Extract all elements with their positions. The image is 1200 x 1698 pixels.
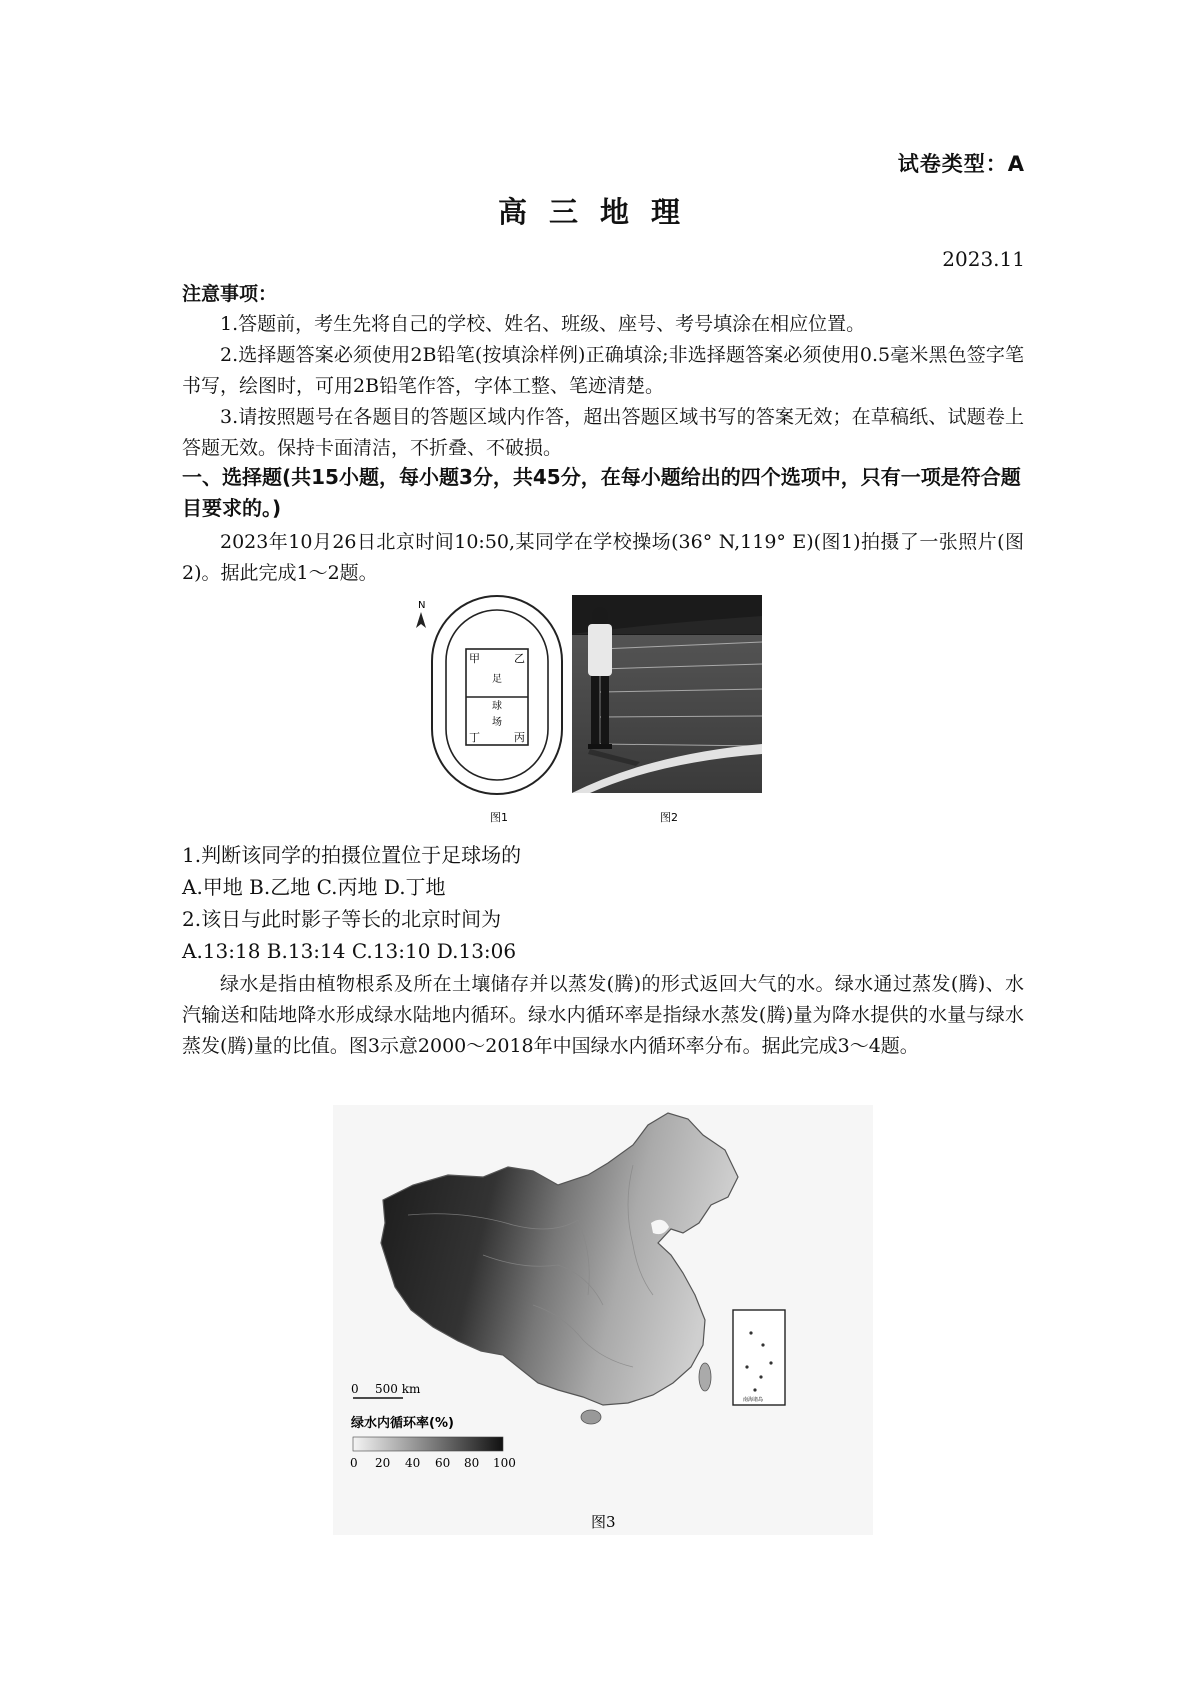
- legend-tick-100: 100: [493, 1456, 516, 1470]
- scale-zero: 0: [351, 1382, 359, 1396]
- corner-ding: 丁: [469, 731, 480, 744]
- figure-1-caption: 图1: [490, 811, 508, 824]
- legend-gradient-bar: [353, 1437, 503, 1451]
- south-china-sea-inset: [733, 1310, 785, 1405]
- figure-3-svg: [333, 1105, 873, 1535]
- field-char-1: 足: [492, 674, 502, 685]
- intro-q1-2: [182, 527, 1024, 589]
- page-title: 高三地理: [497, 195, 702, 229]
- hainan-island: [581, 1410, 601, 1424]
- intro-q1-2-text: 2023年10月26日北京时间10:50,某同学在学校操场(36° N,119° E)(图1)拍摄了一张照片(图2)。据此完成1～2题。: [182, 531, 1024, 584]
- notice-heading: 注意事项：: [182, 283, 278, 305]
- question-2-stem: 2.该日与此时影子等长的北京时间为: [182, 907, 502, 931]
- exam-date: 2023.11: [942, 247, 1025, 271]
- question-2-options: A.13:18 B.13:14 C.13:10 D.13:06: [182, 939, 517, 963]
- field-char-2: 球: [492, 701, 502, 712]
- figure-1-2-svg: [410, 594, 810, 824]
- notice-item-3: 3.请按照题号在各题目的答题区域内作答，超出答题区域书写的答案无效；在草稿纸、试题卷上答题无效。保持卡面清洁，不折叠、不破损。: [182, 406, 1024, 459]
- taiwan-island: [699, 1363, 711, 1391]
- legend-tick-60: 60: [435, 1456, 451, 1470]
- legend-tick-20: 20: [375, 1456, 391, 1470]
- legend-tick-80: 80: [464, 1456, 480, 1470]
- notice-item-1: 1.答题前，考生先将自己的学校、姓名、班级、座号、考号填涂在相应位置。: [220, 313, 866, 335]
- figure-2-caption: 图2: [660, 811, 678, 824]
- notice-item-2: 2.选择题答案必须使用2B铅笔(按填涂样例)正确填涂;非选择题答案必须使用0.5毫米黑色签字笔书写，绘图时，可用2B铅笔作答，字体工整、笔迹清楚。: [182, 344, 1024, 397]
- legend-tick-40: 40: [405, 1456, 421, 1470]
- north-label: N: [418, 600, 426, 611]
- north-arrow-icon: [416, 612, 426, 628]
- corner-yi: 乙: [514, 652, 525, 665]
- question-1-options: A.甲地 B.乙地 C.丙地 D.丁地: [182, 875, 446, 899]
- field-char-3: 场: [492, 717, 502, 728]
- paper-type-label: 试卷类型：A: [897, 152, 1025, 176]
- intro-q3-4-text: 绿水是指由植物根系及所在土壤储存并以蒸发(腾)的形式返回大气的水。绿水通过蒸发(腾)、水汽输送和陆地降水形成绿水陆地内循环。绿水内循环率是指绿水蒸发(腾)量为降水提供的水量与绿水蒸发(腾)量的比值。图3示意2000～2018年中国绿水内循环率分布。据此完成3～4题。: [182, 973, 1024, 1057]
- figure-2-photo: [572, 595, 762, 793]
- figure-3-caption: 图3: [591, 1513, 616, 1531]
- figure-3: [333, 1105, 873, 1535]
- section-heading: 一、选择题(共15小题，每小题3分，共45分，在每小题给出的四个选项中，只有一项是符合题目要求的。): [182, 465, 1021, 520]
- notice-list: [182, 309, 1024, 464]
- inset-label: 南海诸岛: [743, 1397, 764, 1403]
- corner-bing: 丙: [514, 731, 525, 744]
- question-1-stem: 1.判断该同学的拍摄位置位于足球场的: [182, 843, 522, 867]
- corner-jia: 甲: [469, 652, 480, 665]
- legend-tick-0: 0: [350, 1456, 358, 1470]
- intro-q3-4: [182, 969, 1024, 1062]
- scale-label: 500 km: [375, 1382, 421, 1396]
- legend-title: 绿水内循环率(%): [351, 1416, 454, 1431]
- figure-1-2: [410, 594, 810, 824]
